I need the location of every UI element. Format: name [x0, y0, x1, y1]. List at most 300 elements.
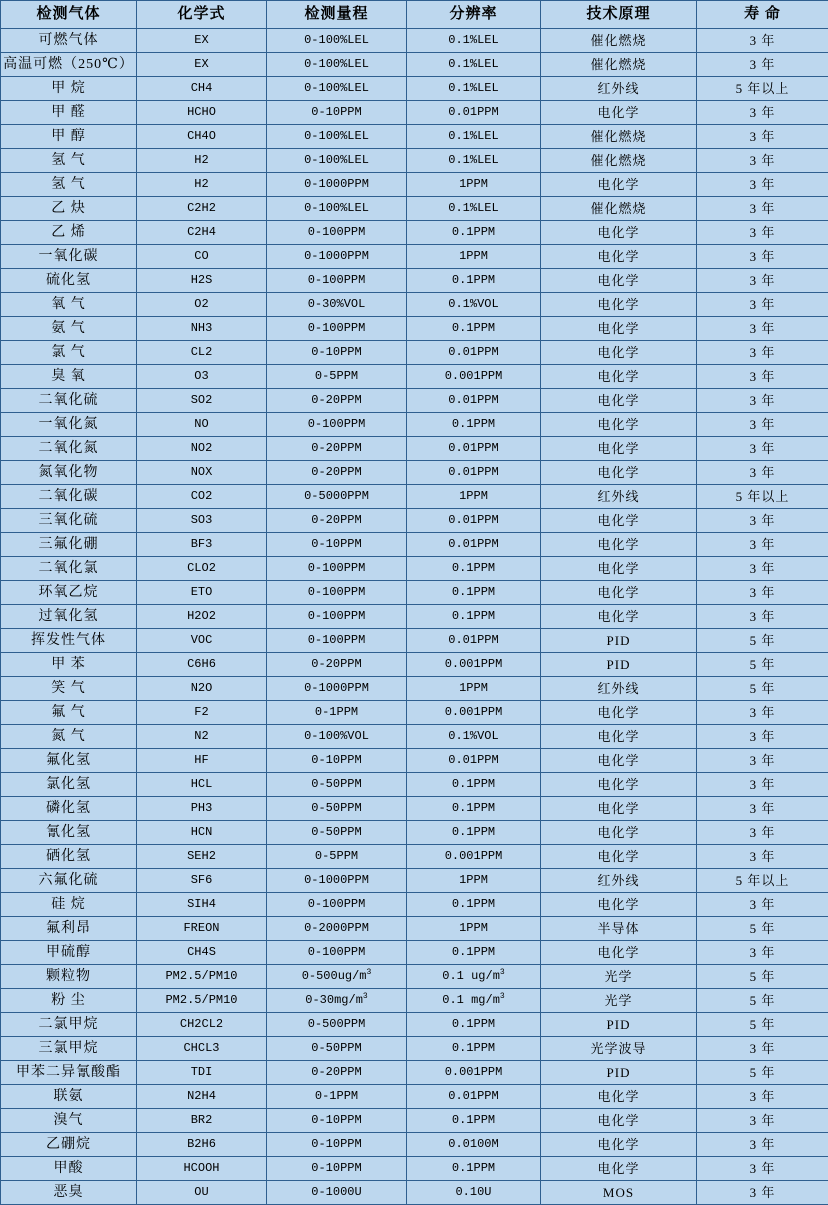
cell-resolution: 0.1PPM	[407, 221, 541, 245]
cell-resolution: 1PPM	[407, 173, 541, 197]
cell-formula: SO3	[137, 509, 267, 533]
cell-range: 0-1000U	[267, 1181, 407, 1205]
cell-resolution: 0.1PPM	[407, 893, 541, 917]
cell-principle: PID	[541, 1013, 697, 1037]
cell-resolution: 0.1%LEL	[407, 29, 541, 53]
cell-gas-name: 三氟化硼	[1, 533, 137, 557]
cell-gas-name: 二氧化碳	[1, 485, 137, 509]
table-row	[1, 293, 828, 317]
cell-life: 3 年	[697, 821, 828, 845]
cell-life: 3 年	[697, 197, 828, 221]
cell-principle: 电化学	[541, 581, 697, 605]
cell-resolution: 0.1 $ug/m^3$	[407, 965, 541, 989]
table-row	[1, 1109, 828, 1133]
cell-life: 3 年	[697, 53, 828, 77]
cell-life: 3 年	[697, 533, 828, 557]
cell-range: 0-100PPM	[267, 269, 407, 293]
cell-range: 0-20PPM	[267, 461, 407, 485]
table-row	[1, 125, 828, 149]
cell-gas-name: 甲 烷	[1, 77, 137, 101]
cell-resolution: 0.01PPM	[407, 629, 541, 653]
cell-principle: 光学	[541, 989, 697, 1013]
cell-resolution: 0.1PPM	[407, 269, 541, 293]
table-row	[1, 245, 828, 269]
cell-formula: FREON	[137, 917, 267, 941]
table-row	[1, 869, 828, 893]
cell-life: 3 年	[697, 1181, 828, 1205]
table-row	[1, 965, 828, 989]
cell-range: 0-100%LEL	[267, 125, 407, 149]
cell-gas-name: 氮 气	[1, 725, 137, 749]
cell-formula: HCL	[137, 773, 267, 797]
cell-resolution: 0.1%LEL	[407, 53, 541, 77]
cell-range: 0-100PPM	[267, 581, 407, 605]
cell-life: 3 年	[697, 245, 828, 269]
cell-life: 3 年	[697, 413, 828, 437]
cell-life: 3 年	[697, 509, 828, 533]
cell-range: 0-20PPM	[267, 1061, 407, 1085]
cell-formula: C2H4	[137, 221, 267, 245]
cell-resolution: 0.1PPM	[407, 413, 541, 437]
cell-range: 0-100%LEL	[267, 77, 407, 101]
table-row	[1, 1013, 828, 1037]
cell-range: 0-100PPM	[267, 221, 407, 245]
cell-range: 0-1000PPM	[267, 677, 407, 701]
cell-principle: 红外线	[541, 77, 697, 101]
cell-range: 0-10PPM	[267, 533, 407, 557]
cell-gas-name: 二氧化硫	[1, 389, 137, 413]
cell-range: 0-30%VOL	[267, 293, 407, 317]
cell-range: 0-1PPM	[267, 1085, 407, 1109]
cell-range: 0-5PPM	[267, 845, 407, 869]
table-row	[1, 1085, 828, 1109]
cell-resolution: 0.01PPM	[407, 461, 541, 485]
cell-resolution: 1PPM	[407, 677, 541, 701]
cell-principle: 电化学	[541, 557, 697, 581]
cell-resolution: 0.1%LEL	[407, 125, 541, 149]
cell-gas-name: 氢 气	[1, 149, 137, 173]
cell-principle: 电化学	[541, 821, 697, 845]
cell-life: 3 年	[697, 605, 828, 629]
cell-formula: CH2CL2	[137, 1013, 267, 1037]
cell-gas-name: 环氧乙烷	[1, 581, 137, 605]
table-row	[1, 389, 828, 413]
cell-resolution: 0.01PPM	[407, 341, 541, 365]
cell-gas-name: 笑 气	[1, 677, 137, 701]
table-row	[1, 701, 828, 725]
cell-gas-name: 过氧化氢	[1, 605, 137, 629]
cell-life: 3 年	[697, 173, 828, 197]
cell-formula: NH3	[137, 317, 267, 341]
cell-principle: PID	[541, 629, 697, 653]
cell-gas-name: 一氧化碳	[1, 245, 137, 269]
table-row	[1, 341, 828, 365]
cell-formula: CL2	[137, 341, 267, 365]
cell-formula: SEH2	[137, 845, 267, 869]
cell-life: 3 年	[697, 341, 828, 365]
cell-life: 3 年	[697, 581, 828, 605]
cell-life: 3 年	[697, 293, 828, 317]
cell-resolution: 0.01PPM	[407, 533, 541, 557]
cell-formula: H2S	[137, 269, 267, 293]
cell-formula: O2	[137, 293, 267, 317]
cell-principle: 电化学	[541, 509, 697, 533]
cell-formula: HCHO	[137, 101, 267, 125]
cell-range: 0-100PPM	[267, 605, 407, 629]
cell-range: 0-100PPM	[267, 557, 407, 581]
cell-formula: N2O	[137, 677, 267, 701]
table-row	[1, 1133, 828, 1157]
table-row	[1, 197, 828, 221]
cell-gas-name: 挥发性气体	[1, 629, 137, 653]
cell-formula: CO	[137, 245, 267, 269]
cell-life: 5 年以上	[697, 485, 828, 509]
cell-principle: 电化学	[541, 749, 697, 773]
cell-principle: 红外线	[541, 869, 697, 893]
cell-principle: 电化学	[541, 1157, 697, 1181]
table-row	[1, 1157, 828, 1181]
cell-formula: SO2	[137, 389, 267, 413]
cell-principle: 电化学	[541, 365, 697, 389]
cell-principle: 电化学	[541, 1133, 697, 1157]
cell-range: 0-10PPM	[267, 341, 407, 365]
table-row	[1, 485, 828, 509]
cell-resolution: 0.1%LEL	[407, 197, 541, 221]
table-row	[1, 53, 828, 77]
cell-principle: 半导体	[541, 917, 697, 941]
cell-resolution: 0.1%VOL	[407, 725, 541, 749]
cell-formula: ETO	[137, 581, 267, 605]
cell-life: 3 年	[697, 269, 828, 293]
cell-formula: CLO2	[137, 557, 267, 581]
column-header-range: 检测量程	[267, 1, 407, 29]
cell-range: $0-500ug/m^3$	[267, 965, 407, 989]
cell-life: 3 年	[697, 461, 828, 485]
cell-principle: 电化学	[541, 245, 697, 269]
cell-formula: C2H2	[137, 197, 267, 221]
cell-formula: SF6	[137, 869, 267, 893]
cell-life: 3 年	[697, 1037, 828, 1061]
cell-gas-name: 颗粒物	[1, 965, 137, 989]
table-row	[1, 845, 828, 869]
table-row	[1, 773, 828, 797]
table-row	[1, 797, 828, 821]
cell-principle: 电化学	[541, 533, 697, 557]
cell-formula: SIH4	[137, 893, 267, 917]
cell-principle: 催化燃烧	[541, 29, 697, 53]
cell-gas-name: 氟化氢	[1, 749, 137, 773]
cell-principle: 电化学	[541, 773, 697, 797]
cell-principle: 催化燃烧	[541, 149, 697, 173]
cell-principle: 电化学	[541, 461, 697, 485]
table-row	[1, 629, 828, 653]
cell-gas-name: 溴气	[1, 1109, 137, 1133]
cell-life: 3 年	[697, 773, 828, 797]
cell-principle: MOS	[541, 1181, 697, 1205]
cell-formula: BF3	[137, 533, 267, 557]
cell-life: 3 年	[697, 101, 828, 125]
cell-principle: 电化学	[541, 413, 697, 437]
cell-gas-name: 二氧化氮	[1, 437, 137, 461]
cell-life: 3 年	[697, 221, 828, 245]
cell-range: 0-1000PPM	[267, 245, 407, 269]
cell-formula: BR2	[137, 1109, 267, 1133]
table-row	[1, 317, 828, 341]
cell-range: 0-50PPM	[267, 821, 407, 845]
cell-principle: 电化学	[541, 893, 697, 917]
column-header-life: 寿 命	[697, 1, 828, 29]
table-row	[1, 893, 828, 917]
table-row	[1, 461, 828, 485]
table-row	[1, 677, 828, 701]
cell-resolution: 0.1%LEL	[407, 149, 541, 173]
cell-principle: 电化学	[541, 341, 697, 365]
cell-resolution: 0.01PPM	[407, 1085, 541, 1109]
cell-principle: 催化燃烧	[541, 197, 697, 221]
cell-range: 0-10PPM	[267, 101, 407, 125]
column-header-principle: 技术原理	[541, 1, 697, 29]
cell-gas-name: 乙 炔	[1, 197, 137, 221]
cell-range: 0-20PPM	[267, 509, 407, 533]
cell-life: 3 年	[697, 1109, 828, 1133]
cell-range: 0-10PPM	[267, 1157, 407, 1181]
table-row	[1, 725, 828, 749]
cell-resolution: 0.1PPM	[407, 1157, 541, 1181]
cell-principle: 电化学	[541, 101, 697, 125]
cell-resolution: 1PPM	[407, 485, 541, 509]
cell-resolution: 0.1PPM	[407, 821, 541, 845]
cell-principle: 电化学	[541, 845, 697, 869]
cell-life: 5 年	[697, 1013, 828, 1037]
cell-range: 0-20PPM	[267, 389, 407, 413]
cell-life: 3 年	[697, 1157, 828, 1181]
cell-resolution: 0.1%VOL	[407, 293, 541, 317]
table-row	[1, 941, 828, 965]
cell-resolution: 0.01PPM	[407, 389, 541, 413]
cell-formula: H2	[137, 173, 267, 197]
cell-resolution: 0.1PPM	[407, 605, 541, 629]
cell-formula: EX	[137, 53, 267, 77]
cell-gas-name: 联氨	[1, 1085, 137, 1109]
cell-formula: NO	[137, 413, 267, 437]
cell-gas-name: 磷化氢	[1, 797, 137, 821]
cell-principle: 电化学	[541, 173, 697, 197]
table-row	[1, 653, 828, 677]
cell-formula: O3	[137, 365, 267, 389]
cell-life: 3 年	[697, 29, 828, 53]
cell-principle: 电化学	[541, 293, 697, 317]
cell-formula: PM2.5/PM10	[137, 965, 267, 989]
cell-range: 0-50PPM	[267, 1037, 407, 1061]
cell-formula: N2	[137, 725, 267, 749]
cell-formula: VOC	[137, 629, 267, 653]
cell-range: 0-100%LEL	[267, 149, 407, 173]
cell-gas-name: 硒化氢	[1, 845, 137, 869]
cell-resolution: 0.01PPM	[407, 509, 541, 533]
cell-range: 0-100PPM	[267, 413, 407, 437]
table-row	[1, 749, 828, 773]
cell-gas-name: 氨 气	[1, 317, 137, 341]
cell-formula: HCN	[137, 821, 267, 845]
cell-life: 3 年	[697, 749, 828, 773]
cell-formula: NOX	[137, 461, 267, 485]
cell-life: 3 年	[697, 845, 828, 869]
cell-formula: PH3	[137, 797, 267, 821]
cell-resolution: 0.1PPM	[407, 1013, 541, 1037]
cell-life: 3 年	[697, 1133, 828, 1157]
cell-range: $0-30mg/m^3$	[267, 989, 407, 1013]
cell-life: 5 年	[697, 629, 828, 653]
cell-gas-name: 氰化氢	[1, 821, 137, 845]
column-header-gas: 检测气体	[1, 1, 137, 29]
cell-principle: 电化学	[541, 1109, 697, 1133]
cell-resolution: 0.001PPM	[407, 365, 541, 389]
cell-range: 0-100PPM	[267, 941, 407, 965]
cell-gas-name: 乙硼烷	[1, 1133, 137, 1157]
cell-life: 3 年	[697, 725, 828, 749]
table-header	[1, 1, 828, 29]
column-header-resolution: 分辨率	[407, 1, 541, 29]
cell-resolution: 0.001PPM	[407, 845, 541, 869]
cell-formula: CH4S	[137, 941, 267, 965]
cell-life: 3 年	[697, 557, 828, 581]
cell-range: 0-5PPM	[267, 365, 407, 389]
cell-life: 3 年	[697, 701, 828, 725]
cell-formula: N2H4	[137, 1085, 267, 1109]
cell-resolution: 0.1PPM	[407, 1109, 541, 1133]
cell-gas-name: 六氟化硫	[1, 869, 137, 893]
cell-range: 0-50PPM	[267, 797, 407, 821]
cell-gas-name: 氯 气	[1, 341, 137, 365]
cell-life: 3 年	[697, 149, 828, 173]
table-row	[1, 557, 828, 581]
table-body	[1, 29, 828, 1205]
cell-principle: 电化学	[541, 437, 697, 461]
column-header-formula: 化学式	[137, 1, 267, 29]
cell-resolution: 0.1PPM	[407, 1037, 541, 1061]
cell-gas-name: 氟利昂	[1, 917, 137, 941]
cell-principle: 电化学	[541, 725, 697, 749]
cell-formula: EX	[137, 29, 267, 53]
cell-resolution: 0.001PPM	[407, 701, 541, 725]
table-row	[1, 1181, 828, 1205]
table-row	[1, 437, 828, 461]
cell-formula: HCOOH	[137, 1157, 267, 1181]
cell-range: 0-20PPM	[267, 437, 407, 461]
cell-range: 0-10PPM	[267, 749, 407, 773]
cell-gas-name: 氯化氢	[1, 773, 137, 797]
table-row	[1, 917, 828, 941]
cell-formula: CH4	[137, 77, 267, 101]
cell-life: 5 年	[697, 965, 828, 989]
cell-principle: 电化学	[541, 605, 697, 629]
cell-gas-name: 粉 尘	[1, 989, 137, 1013]
cell-resolution: 0.01PPM	[407, 437, 541, 461]
table-row	[1, 221, 828, 245]
cell-life: 5 年	[697, 989, 828, 1013]
cell-principle: 电化学	[541, 389, 697, 413]
cell-gas-name: 氮氧化物	[1, 461, 137, 485]
cell-formula: CO2	[137, 485, 267, 509]
cell-range: 0-100PPM	[267, 629, 407, 653]
cell-resolution: 0.1PPM	[407, 557, 541, 581]
table-row	[1, 1037, 828, 1061]
cell-principle: 电化学	[541, 269, 697, 293]
cell-gas-name: 乙 烯	[1, 221, 137, 245]
cell-range: 0-100%VOL	[267, 725, 407, 749]
cell-range: 0-100PPM	[267, 317, 407, 341]
cell-resolution: 0.001PPM	[407, 1061, 541, 1085]
cell-principle: 催化燃烧	[541, 125, 697, 149]
cell-resolution: 0.1PPM	[407, 941, 541, 965]
cell-formula: NO2	[137, 437, 267, 461]
cell-formula: H2	[137, 149, 267, 173]
cell-life: 3 年	[697, 125, 828, 149]
cell-gas-name: 甲硫醇	[1, 941, 137, 965]
cell-range: 0-5000PPM	[267, 485, 407, 509]
cell-gas-name: 二氯甲烷	[1, 1013, 137, 1037]
cell-resolution: 0.10U	[407, 1181, 541, 1205]
cell-formula: PM2.5/PM10	[137, 989, 267, 1013]
cell-resolution: 0.1PPM	[407, 581, 541, 605]
cell-gas-name: 一氧化氮	[1, 413, 137, 437]
cell-resolution: 0.1PPM	[407, 797, 541, 821]
cell-gas-name: 臭 氧	[1, 365, 137, 389]
table-row	[1, 365, 828, 389]
cell-formula: H2O2	[137, 605, 267, 629]
cell-principle: 电化学	[541, 221, 697, 245]
cell-life: 3 年	[697, 437, 828, 461]
cell-resolution: 0.01PPM	[407, 101, 541, 125]
cell-range: 0-100%LEL	[267, 197, 407, 221]
cell-gas-name: 三氯甲烷	[1, 1037, 137, 1061]
table-row	[1, 989, 828, 1013]
cell-formula: HF	[137, 749, 267, 773]
cell-principle: 光学	[541, 965, 697, 989]
cell-resolution: 0.1%LEL	[407, 77, 541, 101]
cell-formula: TDI	[137, 1061, 267, 1085]
table-row	[1, 173, 828, 197]
cell-gas-name: 氧 气	[1, 293, 137, 317]
cell-range: 0-10PPM	[267, 1133, 407, 1157]
table-row	[1, 581, 828, 605]
cell-life: 5 年以上	[697, 77, 828, 101]
cell-range: 0-100PPM	[267, 893, 407, 917]
cell-principle: 红外线	[541, 485, 697, 509]
cell-range: 0-500PPM	[267, 1013, 407, 1037]
table-row	[1, 269, 828, 293]
table-row	[1, 101, 828, 125]
table-row	[1, 77, 828, 101]
cell-principle: 光学波导	[541, 1037, 697, 1061]
cell-range: 0-10PPM	[267, 1109, 407, 1133]
cell-gas-name: 氢 气	[1, 173, 137, 197]
cell-gas-name: 甲 醇	[1, 125, 137, 149]
cell-principle: 电化学	[541, 797, 697, 821]
cell-resolution: 1PPM	[407, 245, 541, 269]
cell-principle: 红外线	[541, 677, 697, 701]
cell-resolution: 0.1 $mg/m^3$	[407, 989, 541, 1013]
cell-formula: CHCL3	[137, 1037, 267, 1061]
cell-range: 0-20PPM	[267, 653, 407, 677]
cell-life: 3 年	[697, 1085, 828, 1109]
cell-range: 0-100%LEL	[267, 53, 407, 77]
cell-gas-name: 高温可燃（250℃）	[1, 53, 137, 77]
cell-formula: OU	[137, 1181, 267, 1205]
cell-life: 3 年	[697, 893, 828, 917]
cell-gas-name: 甲 醛	[1, 101, 137, 125]
table-row	[1, 149, 828, 173]
